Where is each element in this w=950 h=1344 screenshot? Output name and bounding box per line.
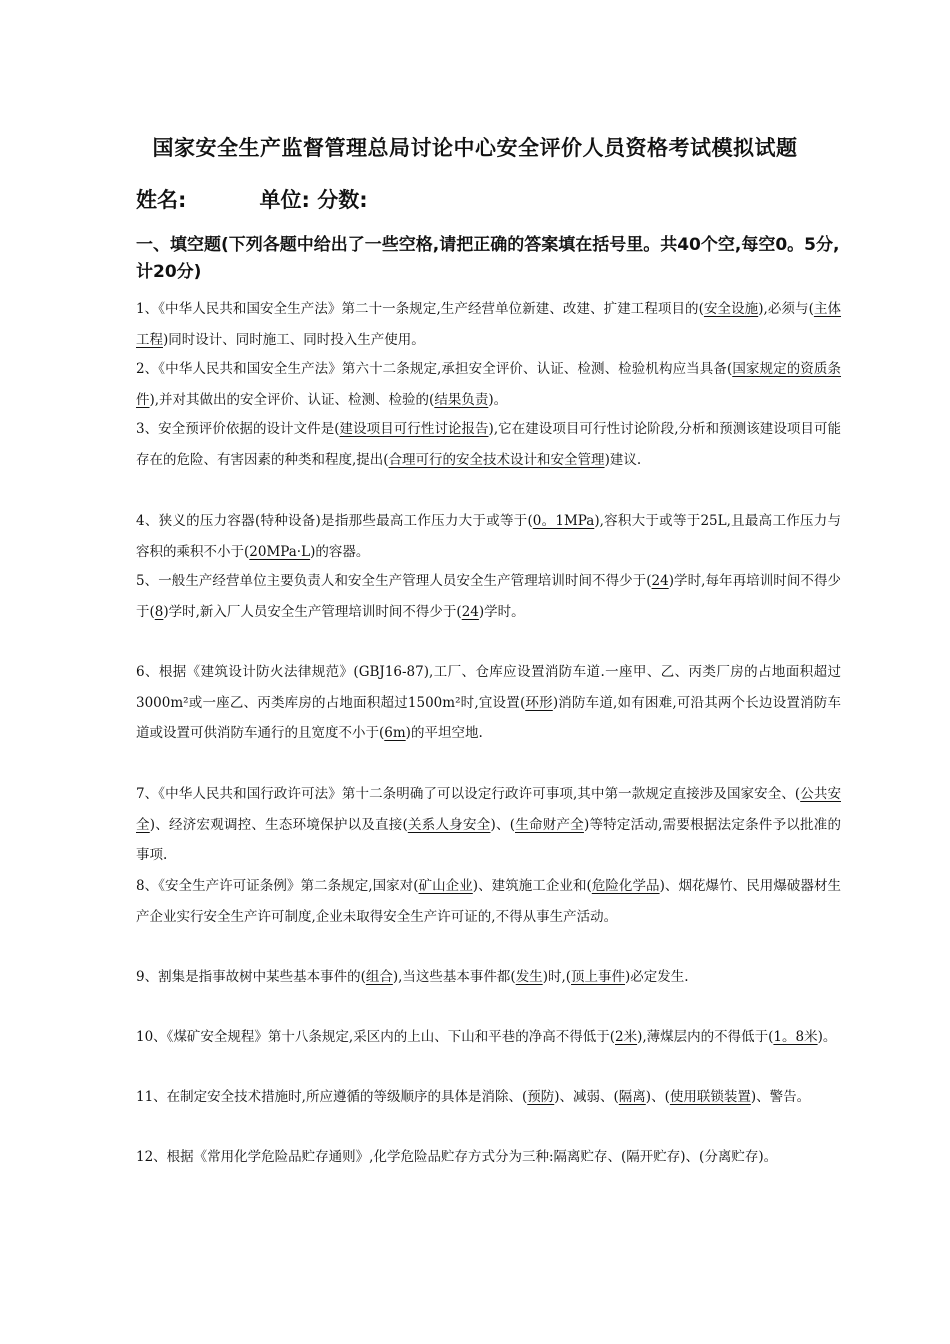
answer: 24 bbox=[651, 573, 669, 589]
answer: 国家规定的资质条件 bbox=[136, 361, 842, 408]
answer: 公共安全 bbox=[136, 786, 841, 833]
answer: 矿山企业 bbox=[418, 878, 473, 894]
question-6: 6、根据《建筑设计防火法律规范》(GBJ16-87),工厂、仓库应设置消防车道.一座甲、乙、丙类厂房的占地面积超过3000m²或一座乙、丙类库房的占地面积超过1500m²时,宜设置(环形)消防车道,如有困难,可沿其两个长边设置消防车道或设置可供消防车通行的且宽度不小于(6m)的平坦空地. bbox=[136, 664, 841, 741]
question-8: 8、《安全生产许可证条例》第二条规定,国家对(矿山企业)、建筑施工企业和(危险化学品)、烟花爆竹、民用爆破器材生产企业实行安全生产许可制度,企业未取得安全生产许可证的,不得从事生产活动。 bbox=[136, 878, 842, 925]
question-2: 2、《中华人民共和国安全生产法》第六十二条规定,承担安全评价、认证、检测、检验机构应当具备(国家规定的资质条件),并对其做出的安全评价、认证、检测、检验的(结果负责)。 bbox=[136, 361, 842, 408]
answer: 顶上事件 bbox=[571, 969, 626, 985]
section-heading: 一、填空题(下列各题中给出了一些空格,请把正确的答案填在括号里。共40个空,每空0。5分,计20分) bbox=[136, 235, 840, 282]
candidate-info-line: 姓名: 单位: 分数: bbox=[136, 188, 368, 212]
answer: 安全设施 bbox=[703, 301, 759, 317]
answer: 0。1MPa bbox=[532, 513, 595, 529]
question-12: 12、根据《常用化学危险品贮存通则》,化学危险品贮存方式分为三种:隔离贮存、(隔开贮存)、(分离贮存)。 bbox=[136, 1149, 778, 1165]
answer: 20MPa·L bbox=[249, 543, 311, 560]
answer: 主体工程 bbox=[136, 301, 842, 348]
question-1: 1、《中华人民共和国安全生产法》第二十一条规定,生产经营单位新建、改建、扩建工程项目的(安全设施),必须与(主体工程)同时设计、同时施工、同时投入生产使用。 bbox=[136, 301, 842, 348]
answer: 隔离 bbox=[618, 1089, 646, 1105]
question-7: 7、《中华人民共和国行政许可法》第十二条明确了可以设定行政许可事项,其中第一款规定直接涉及国家安全、(公共安全)、经济宏观调控、生态环境保护以及直接(关系人身安全)、(生命财产全)等特定活动,需要根据法定条件予以批准的事项. bbox=[136, 786, 842, 863]
question-10: 10、《煤矿安全规程》第十八条规定,采区内的上山、下山和平巷的净高不得低于(2米),薄煤层内的不得低于(1。8米)。 bbox=[136, 1029, 837, 1045]
answer: 发生 bbox=[515, 969, 543, 985]
answer: 2米 bbox=[615, 1029, 638, 1045]
answer: 关系人身安全 bbox=[407, 816, 491, 833]
answer: 6m bbox=[384, 725, 406, 741]
answer: 建设项目可行性讨论报告 bbox=[339, 421, 489, 437]
answer: 危险化学品 bbox=[591, 878, 660, 894]
answer: 环形 bbox=[525, 694, 553, 711]
answer: 使用联锁装置 bbox=[669, 1089, 751, 1105]
answer: 24 bbox=[461, 603, 479, 620]
answer: 合理可行的安全技术设计和安全管理 bbox=[388, 451, 605, 468]
answer: 生命财产全 bbox=[515, 816, 584, 833]
answer: 8 bbox=[154, 603, 164, 620]
answer: 预防 bbox=[527, 1089, 555, 1105]
question-4: 4、狭义的压力容器(特种设备)是指那些最高工作压力大于或等于(0。1MPa),容积大于或等于25L,且最高工作压力与容积的乘积不小于(20MPa·L)的容器。 bbox=[136, 513, 841, 560]
answer: 组合 bbox=[365, 969, 393, 985]
question-9: 9、割集是指事故树中某些基本事件的(组合),当这些基本事件都(发生)时,(顶上事件)必定发生. bbox=[136, 969, 689, 985]
question-3: 3、安全预评价依据的设计文件是(建设项目可行性讨论报告),它在建设项目可行性讨论阶段,分析和预测该建设项目可能存在的危险、有害因素的种类和程度,提出(合理可行的安全技术设计和安全管理)建议. bbox=[136, 421, 842, 468]
question-5: 5、一般生产经营单位主要负责人和安全生产管理人员安全生产管理培训时间不得少于(24)学时,每年再培训时间不得少于(8)学时,新入厂人员安全生产管理培训时间不得少于(24)学时。 bbox=[136, 573, 841, 620]
question-11: 11、在制定安全技术措施时,所应遵循的等级顺序的具体是消除、(预防)、减弱、(隔离)、(使用联锁装置)、警告。 bbox=[136, 1089, 811, 1105]
answer: 结果负责 bbox=[434, 391, 489, 408]
answer: 1。8米 bbox=[773, 1029, 818, 1045]
document-title: 国家安全生产监督管理总局讨论中心安全评价人员资格考试模拟试题 bbox=[152, 136, 798, 160]
